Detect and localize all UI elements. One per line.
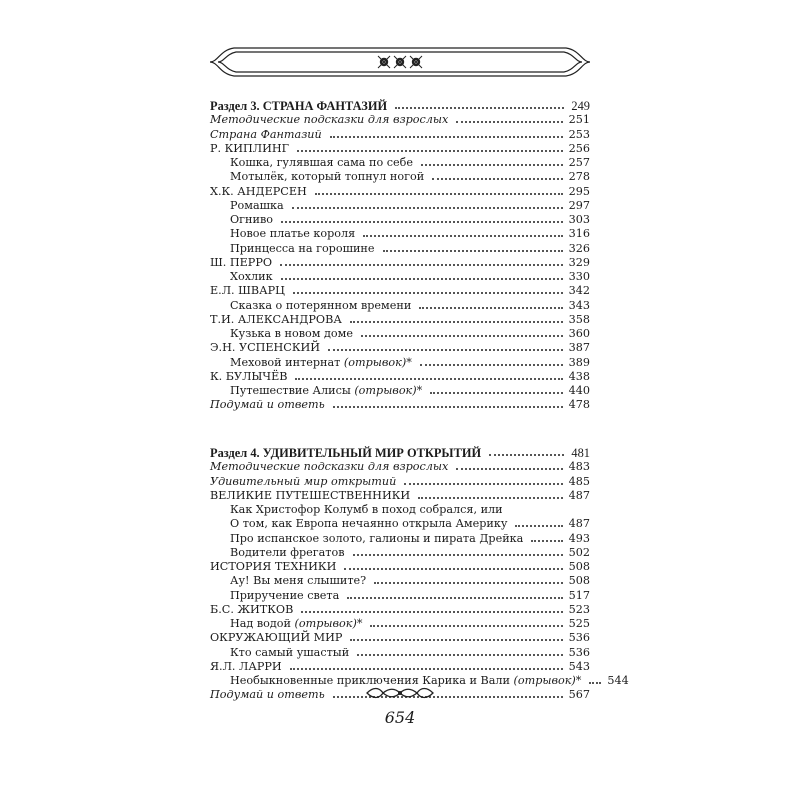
- toc-entry-title: Э.Н. УСПЕНСКИЙ: [210, 341, 321, 355]
- toc-entry-title: Приручение света: [230, 588, 340, 602]
- dot-leader: [293, 292, 563, 294]
- toc-entry-page: 316: [568, 227, 590, 241]
- dot-leader: [281, 278, 563, 280]
- toc-entry: [210, 256, 590, 270]
- dot-leader: [489, 454, 564, 456]
- toc-entry-title: Б.С. ЖИТКОВ: [210, 602, 294, 616]
- dot-leader: [315, 193, 563, 195]
- dot-leader: [456, 121, 562, 123]
- toc-entry-page: 438: [568, 369, 590, 383]
- toc-entry: [210, 603, 590, 617]
- toc-entry-title: Как Христофор Колумб в поход собрался, или: [230, 503, 503, 516]
- dot-leader: [419, 307, 562, 309]
- toc-entry: [210, 517, 590, 531]
- toc-entry-title: ИСТОРИЯ ТЕХНИКИ: [210, 560, 337, 573]
- toc-entry-title: О том, как Европа нечаянно открыла Америку: [230, 517, 508, 531]
- toc-entry-page: 329: [568, 255, 590, 269]
- dot-leader: [347, 597, 562, 599]
- toc-entry: [210, 113, 590, 127]
- flourish-ornament-icon: [365, 685, 435, 701]
- toc-entry-title: Ш. ПЕРРО: [210, 255, 273, 269]
- toc-entry: [210, 313, 590, 327]
- toc-entry-title: Р. КИПЛИНГ: [210, 141, 290, 155]
- dot-leader: [370, 625, 562, 627]
- toc-entry: [210, 184, 590, 198]
- toc-entry-title: Водители фрегатов: [230, 545, 345, 559]
- toc-entry: [210, 96, 590, 113]
- toc-entry-title: Подумай и ответь: [210, 398, 325, 412]
- dot-leader: [330, 136, 563, 138]
- toc-entry: [210, 213, 590, 227]
- toc-entry-title: Сказка о потерянном времени: [230, 298, 412, 312]
- dot-leader: [290, 668, 563, 670]
- toc-entry-title: Кузька в новом доме: [230, 327, 353, 340]
- toc-entry: [210, 199, 590, 213]
- toc-entry-page: 326: [568, 241, 590, 255]
- dot-leader: [353, 554, 563, 556]
- toc-entry: [210, 384, 590, 398]
- toc-entry-page: 536: [568, 645, 590, 659]
- toc-entry-note: (отрывок)*: [509, 674, 582, 687]
- toc-entry: [210, 241, 590, 255]
- dot-leader: [430, 392, 562, 394]
- toc-entry-page: 493: [568, 531, 590, 545]
- toc-entry-page: 253: [568, 127, 590, 141]
- toc-entry-title: Х.К. АНДЕРСЕН: [210, 184, 307, 198]
- toc-entry: [210, 460, 590, 474]
- toc-entry-page: 440: [568, 384, 590, 397]
- toc-entry-title: Хохлик: [230, 270, 273, 283]
- toc-entry: [210, 546, 590, 560]
- toc-entry-page: 256: [568, 141, 590, 155]
- toc-entry: [210, 298, 590, 312]
- toc-entry: [210, 531, 590, 545]
- table-of-contents-section-3: [210, 96, 590, 412]
- toc-entry-page: 387: [568, 341, 590, 355]
- toc-entry: [210, 631, 590, 645]
- toc-entry-title: Ау! Вы меня слышите?: [230, 574, 367, 588]
- dot-leader: [280, 264, 563, 266]
- toc-entry-title: Путешествие Алисы (отрывок)*: [230, 384, 423, 397]
- toc-entry: [210, 660, 590, 674]
- dot-leader: [357, 654, 562, 656]
- toc-entry: [210, 341, 590, 355]
- toc-entry-title: Принцесса на горошине: [230, 241, 375, 255]
- toc-entry: [210, 443, 590, 460]
- toc-entry-page: 487: [568, 517, 590, 531]
- toc-entry-title: Новое платье короля: [230, 227, 356, 241]
- toc-entry-page: 389: [568, 355, 590, 369]
- toc-entry-title: Т.И. АЛЕКСАНДРОВА: [210, 312, 342, 326]
- dot-leader: [328, 349, 563, 351]
- toc-entry-page: 543: [568, 659, 590, 673]
- toc-entry: [210, 503, 590, 517]
- page-number: 654: [384, 708, 416, 727]
- toc-entry-title: Раздел 3. СТРАНА ФАНТАЗИЙ: [210, 99, 388, 113]
- toc-entry-page: 485: [568, 474, 590, 488]
- dot-leader: [333, 406, 563, 408]
- toc-entry-page: 508: [568, 574, 590, 588]
- toc-entry: [210, 617, 590, 631]
- dot-leader: [395, 107, 564, 109]
- toc-entry: [210, 270, 590, 284]
- dot-leader: [295, 378, 562, 380]
- toc-entry-title: К. БУЛЫЧЁВ: [210, 369, 288, 383]
- dot-leader: [421, 164, 563, 166]
- toc-entry-page: 257: [568, 156, 590, 169]
- toc-entry-title: Мотылёк, который топнул ногой: [230, 170, 425, 184]
- toc-entry-title: Я.Л. ЛАРРИ: [210, 659, 282, 673]
- dot-leader: [297, 150, 563, 152]
- toc-entry: [210, 489, 590, 503]
- dot-leader: [515, 525, 562, 527]
- toc-entry-title: Кто самый ушастый: [230, 645, 350, 659]
- toc-entry: [210, 227, 590, 241]
- toc-entry-page: 295: [568, 184, 590, 198]
- toc-entry-title: Необыкновенные приключения Карика и Вали (отрывок)*: [230, 674, 582, 687]
- toc-entry-page: 567: [568, 688, 590, 702]
- toc-entry-title: Раздел 4. УДИВИТЕЛЬНЫЙ МИР ОТКРЫТИЙ: [210, 446, 482, 460]
- dot-leader: [344, 568, 562, 570]
- toc-entry-page: 343: [568, 298, 590, 312]
- toc-entry-page: 249: [571, 99, 590, 113]
- toc-entry: [210, 474, 590, 488]
- toc-entry-page: 342: [568, 284, 590, 298]
- toc-entry-title: Про испанское золото, галионы и пирата Дрейка: [230, 531, 524, 545]
- toc-entry-page: 360: [568, 327, 590, 340]
- toc-entry-title: Методические подсказки для взрослых: [210, 113, 449, 127]
- toc-entry-title: Удивительный мир открытий: [210, 474, 397, 488]
- dot-leader: [292, 207, 563, 209]
- toc-entry-title: ВЕЛИКИЕ ПУТЕШЕСТВЕННИКИ: [210, 488, 411, 502]
- toc-entry: [210, 327, 590, 341]
- toc-entry-page: 297: [568, 198, 590, 212]
- toc-entry-title: Методические подсказки для взрослых: [210, 460, 449, 474]
- toc-entry-page: 330: [568, 270, 590, 283]
- dot-leader: [363, 235, 562, 237]
- toc-entry-page: 278: [568, 170, 590, 184]
- table-of-contents-section-4: [210, 443, 629, 702]
- toc-entry: [210, 156, 590, 170]
- ornamental-header-border-icon: [208, 44, 592, 80]
- toc-entry-page: 487: [568, 488, 590, 502]
- toc-entry-note: (отрывок)*: [340, 355, 412, 369]
- toc-entry-note: (отрывок)*: [350, 384, 423, 397]
- toc-entry: [210, 127, 590, 141]
- dot-leader: [350, 321, 563, 323]
- toc-entry-page: 525: [568, 617, 590, 630]
- dot-leader: [420, 364, 563, 366]
- toc-entry-title: Подумай и ответь: [210, 688, 325, 702]
- dot-leader: [404, 483, 562, 485]
- toc-entry-title: Огниво: [230, 213, 273, 226]
- toc-entry-page: 536: [568, 631, 590, 645]
- toc-entry-page: 502: [568, 545, 590, 559]
- dot-leader: [383, 250, 563, 252]
- toc-entry: [210, 574, 590, 588]
- toc-entry-page: 523: [568, 602, 590, 616]
- toc-entry-page: 481: [571, 446, 590, 460]
- toc-entry-title: Меховой интернат (отрывок)*: [230, 355, 412, 369]
- toc-entry: [210, 370, 590, 384]
- dot-leader: [456, 468, 562, 470]
- dot-leader: [432, 178, 562, 180]
- toc-entry-title: Ромашка: [230, 198, 284, 212]
- toc-entry: [210, 170, 590, 184]
- dot-leader: [374, 582, 563, 584]
- dot-leader: [589, 682, 601, 684]
- toc-entry-page: 303: [568, 213, 590, 226]
- dot-leader: [418, 497, 563, 499]
- toc-entry: [210, 355, 590, 369]
- toc-entry-page: 478: [568, 398, 590, 412]
- toc-entry-title: Страна Фантазий: [210, 127, 322, 141]
- dot-leader: [531, 540, 562, 542]
- toc-entry-title: Над водой (отрывок)*: [230, 617, 363, 630]
- toc-entry-page: 517: [568, 588, 590, 602]
- dot-leader: [281, 221, 563, 223]
- toc-entry-page: 358: [568, 312, 590, 326]
- toc-entry: [210, 142, 590, 156]
- dot-leader: [301, 611, 562, 613]
- toc-entry-page: 483: [568, 460, 590, 474]
- toc-entry: [210, 560, 590, 574]
- toc-entry-title: Кошка, гулявшая сама по себе: [230, 156, 414, 169]
- toc-entry-title: Е.Л. ШВАРЦ: [210, 284, 285, 298]
- dot-leader: [361, 335, 563, 337]
- toc-entry-title: ОКРУЖАЮЩИЙ МИР: [210, 631, 343, 645]
- toc-entry: [210, 284, 590, 298]
- toc-entry-page: 508: [568, 560, 590, 573]
- toc-entry: [210, 588, 590, 602]
- toc-entry: [210, 398, 590, 412]
- toc-entry-note: (отрывок)*: [291, 617, 363, 630]
- dot-leader: [350, 639, 562, 641]
- toc-entry-page: 251: [568, 113, 590, 127]
- toc-entry: [210, 645, 590, 659]
- toc-entry-page: 544: [607, 674, 629, 687]
